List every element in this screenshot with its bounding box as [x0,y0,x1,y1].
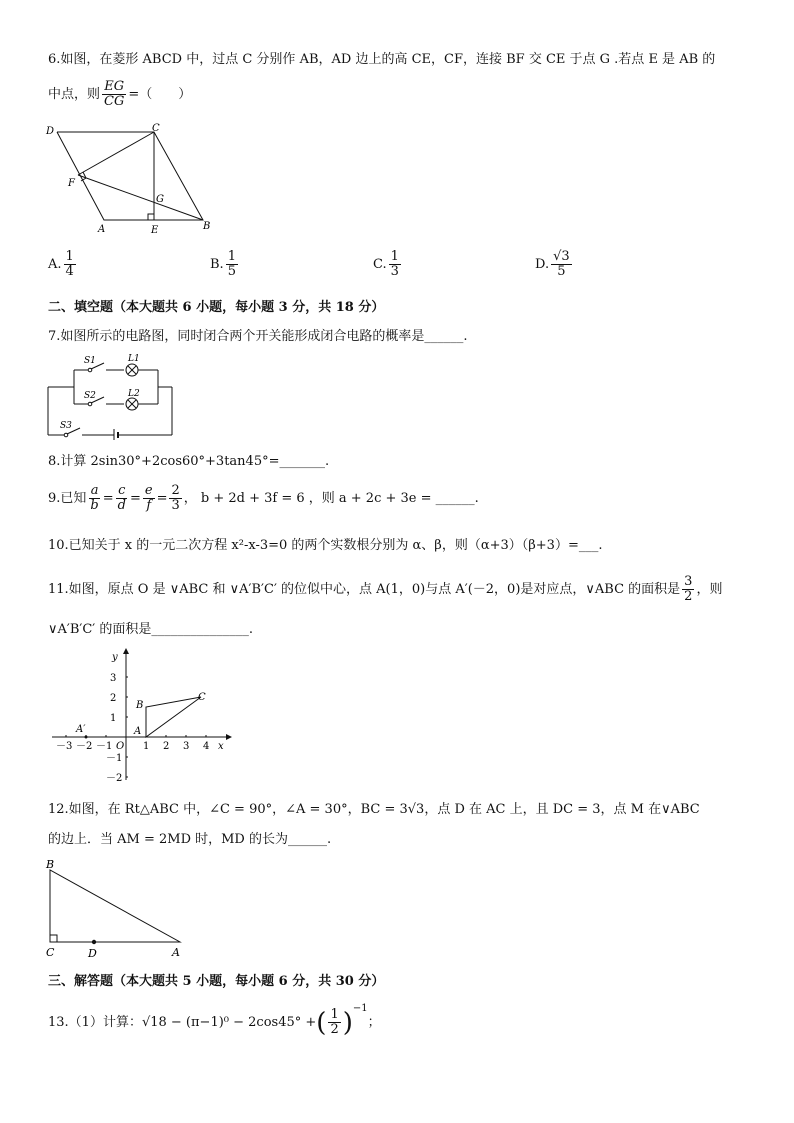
q12-line1: 12.如图，在 Rt△ABC 中，∠C = 90°，∠A = 30°，BC = 3√3，点 D 在 AC 上，且 DC = 3，点 M 在∨ABC [48,802,700,817]
q13-exponent: −1 [352,1002,368,1014]
section-2-heading: 二、填空题（本大题共 6 小题，每小题 3 分，共 18 分） [48,300,385,315]
q6-line2 [48,80,191,109]
q6-frac-num: EG [104,79,125,94]
fig6-label-e: E [151,225,159,236]
x-tick-1: 1 [143,741,150,752]
y-tick-3: 3 [110,673,117,684]
fig6-label-a: A [98,224,106,235]
option-d-num: √3 [553,249,570,264]
fig12-label-c: C [46,946,55,959]
q6-option-d [535,250,574,279]
option-d-den: 5 [557,264,566,279]
q9-f4-num: 2 [171,483,180,498]
q9-f2-num: c [118,483,126,498]
option-a-num: 1 [65,249,74,264]
fig6-label-b: B [203,221,211,232]
q8-text: 8.计算 2sin30°+2cos60°+3tan45°=_______. [48,454,330,469]
q9-f3-den: f [146,498,152,513]
option-c-label: C. [373,256,387,272]
fig6-label-d: D [46,126,55,137]
option-b-den: 5 [227,264,236,279]
fig6-label-f: F [68,178,75,189]
q13-suffix: ； [367,1014,381,1030]
q11-line1a: 11.如图，原点 O 是 ∨ABC 和 ∨A′B′C′ 的位似中心，点 A(1，0)与点 A′(－2，0)是对应点，∨ABC 的面积是 [48,581,681,597]
q11-frac-num: 3 [684,574,693,589]
origin-label: O [116,741,125,752]
q9-f1-den: b [90,498,99,513]
q9-prefix: 9.已知 [48,490,87,506]
x-tick-neg3: －3 [56,741,73,752]
rhombus-figure [40,122,225,237]
y-axis-label: y [112,652,118,663]
fig6-label-c: C [152,123,160,134]
section-3-heading: 三、解答题（本大题共 5 小题，每小题 6 分，共 30 分） [48,974,385,989]
option-c-num: 1 [390,249,399,264]
y-tick-2: 2 [110,693,117,704]
y-tick-neg2: －2 [106,773,123,783]
x-axis-label: x [218,741,224,752]
option-c-den: 3 [390,264,399,279]
q7-text: 7.如图所示的电路图，同时闭合两个开关能形成闭合电路的概率是______. [48,329,468,344]
q11-line1b: ，则 [696,581,723,597]
q9-f4-den: 3 [171,498,180,513]
q11-line2: ∨A′B′C′ 的面积是_______________. [48,622,254,637]
point-a-label: A [134,726,142,737]
fig6-label-g: G [156,194,164,205]
option-d-label: D. [535,256,550,272]
q6-suffix: =（ ） [128,86,192,102]
q13-expression: √18 − (π−1)⁰ − 2cos45° + [141,1014,317,1030]
option-b-label: B. [210,256,224,272]
point-b-label: B [136,700,144,711]
q9-middle: ， b + 2d + 3f = 6 ，则 a + 2c + 3e = ______. [183,490,479,506]
option-a-label: A. [48,256,62,272]
circuit-label-s2: S2 [84,391,96,401]
q6-option-b [210,250,240,279]
q11-line1 [48,575,722,604]
q6-option-a [48,250,78,279]
x-tick-neg1: －1 [96,741,113,752]
q11-frac-den: 2 [684,589,693,604]
q6-prefix: 中点，则 [48,86,101,102]
option-a-den: 4 [65,264,74,279]
circuit-label-s1: S1 [84,356,96,366]
point-c-label: C [198,692,206,703]
circuit-label-s3: S3 [60,421,72,431]
circuit-label-l1: L1 [128,354,140,364]
triangle-figure [40,856,190,964]
q9-line: 9.已知 $\frac{a}{b}$ = $\frac{c}{d}$ = $\frac{e}{f}$ = $\frac{2}{3}$ ， b + 2d + 3f = 6 ，则 a + 2c + 3e = ______. [48,483,479,513]
fig12-label-a: A [172,946,180,959]
q13-prefix: 13.（1）计算： [48,1014,142,1030]
coordinate-figure [48,648,233,783]
x-tick-neg2: －2 [76,741,93,752]
q10-text: 10.已知关于 x 的一元二次方程 x²-x-3=0 的两个实数根分别为 α、β，则（α+3）（β+3）=___. [48,538,603,553]
circuit-figure [44,352,179,440]
option-b-num: 1 [227,249,236,264]
q9-f1-num: a [90,483,99,498]
q12-line2: 的边上．当 AM = 2MD 时，MD 的长为______. [48,832,332,847]
x-tick-2: 2 [163,741,170,752]
fig12-label-b: B [46,858,55,871]
y-tick-1: 1 [110,713,117,724]
circuit-label-l2: L2 [128,389,140,399]
q6-frac-den: CG [104,94,125,109]
q6-option-c [373,250,403,279]
q13-line: 13.（1）计算： √18 − (π−1)⁰ − 2cos45° + ( $\frac{1}{2}$ ) −1 ； [48,1002,381,1038]
x-tick-3: 3 [183,741,190,752]
q9-f2-den: d [117,498,126,513]
q13-frac-den: 2 [330,1022,339,1037]
point-a-prime-label: A′ [76,724,86,735]
fig12-label-d: D [88,947,97,960]
x-tick-4: 4 [203,741,210,752]
q13-frac-num: 1 [330,1007,339,1022]
y-tick-neg1: －1 [106,753,123,764]
q6-fraction [102,80,126,109]
q6-line1: 6.如图，在菱形 ABCD 中，过点 C 分别作 AB，AD 边上的高 CE，CF，连接 BF 交 CE 于点 G .若点 E 是 AB 的 [48,52,716,67]
q9-f3-num: e [144,483,153,498]
